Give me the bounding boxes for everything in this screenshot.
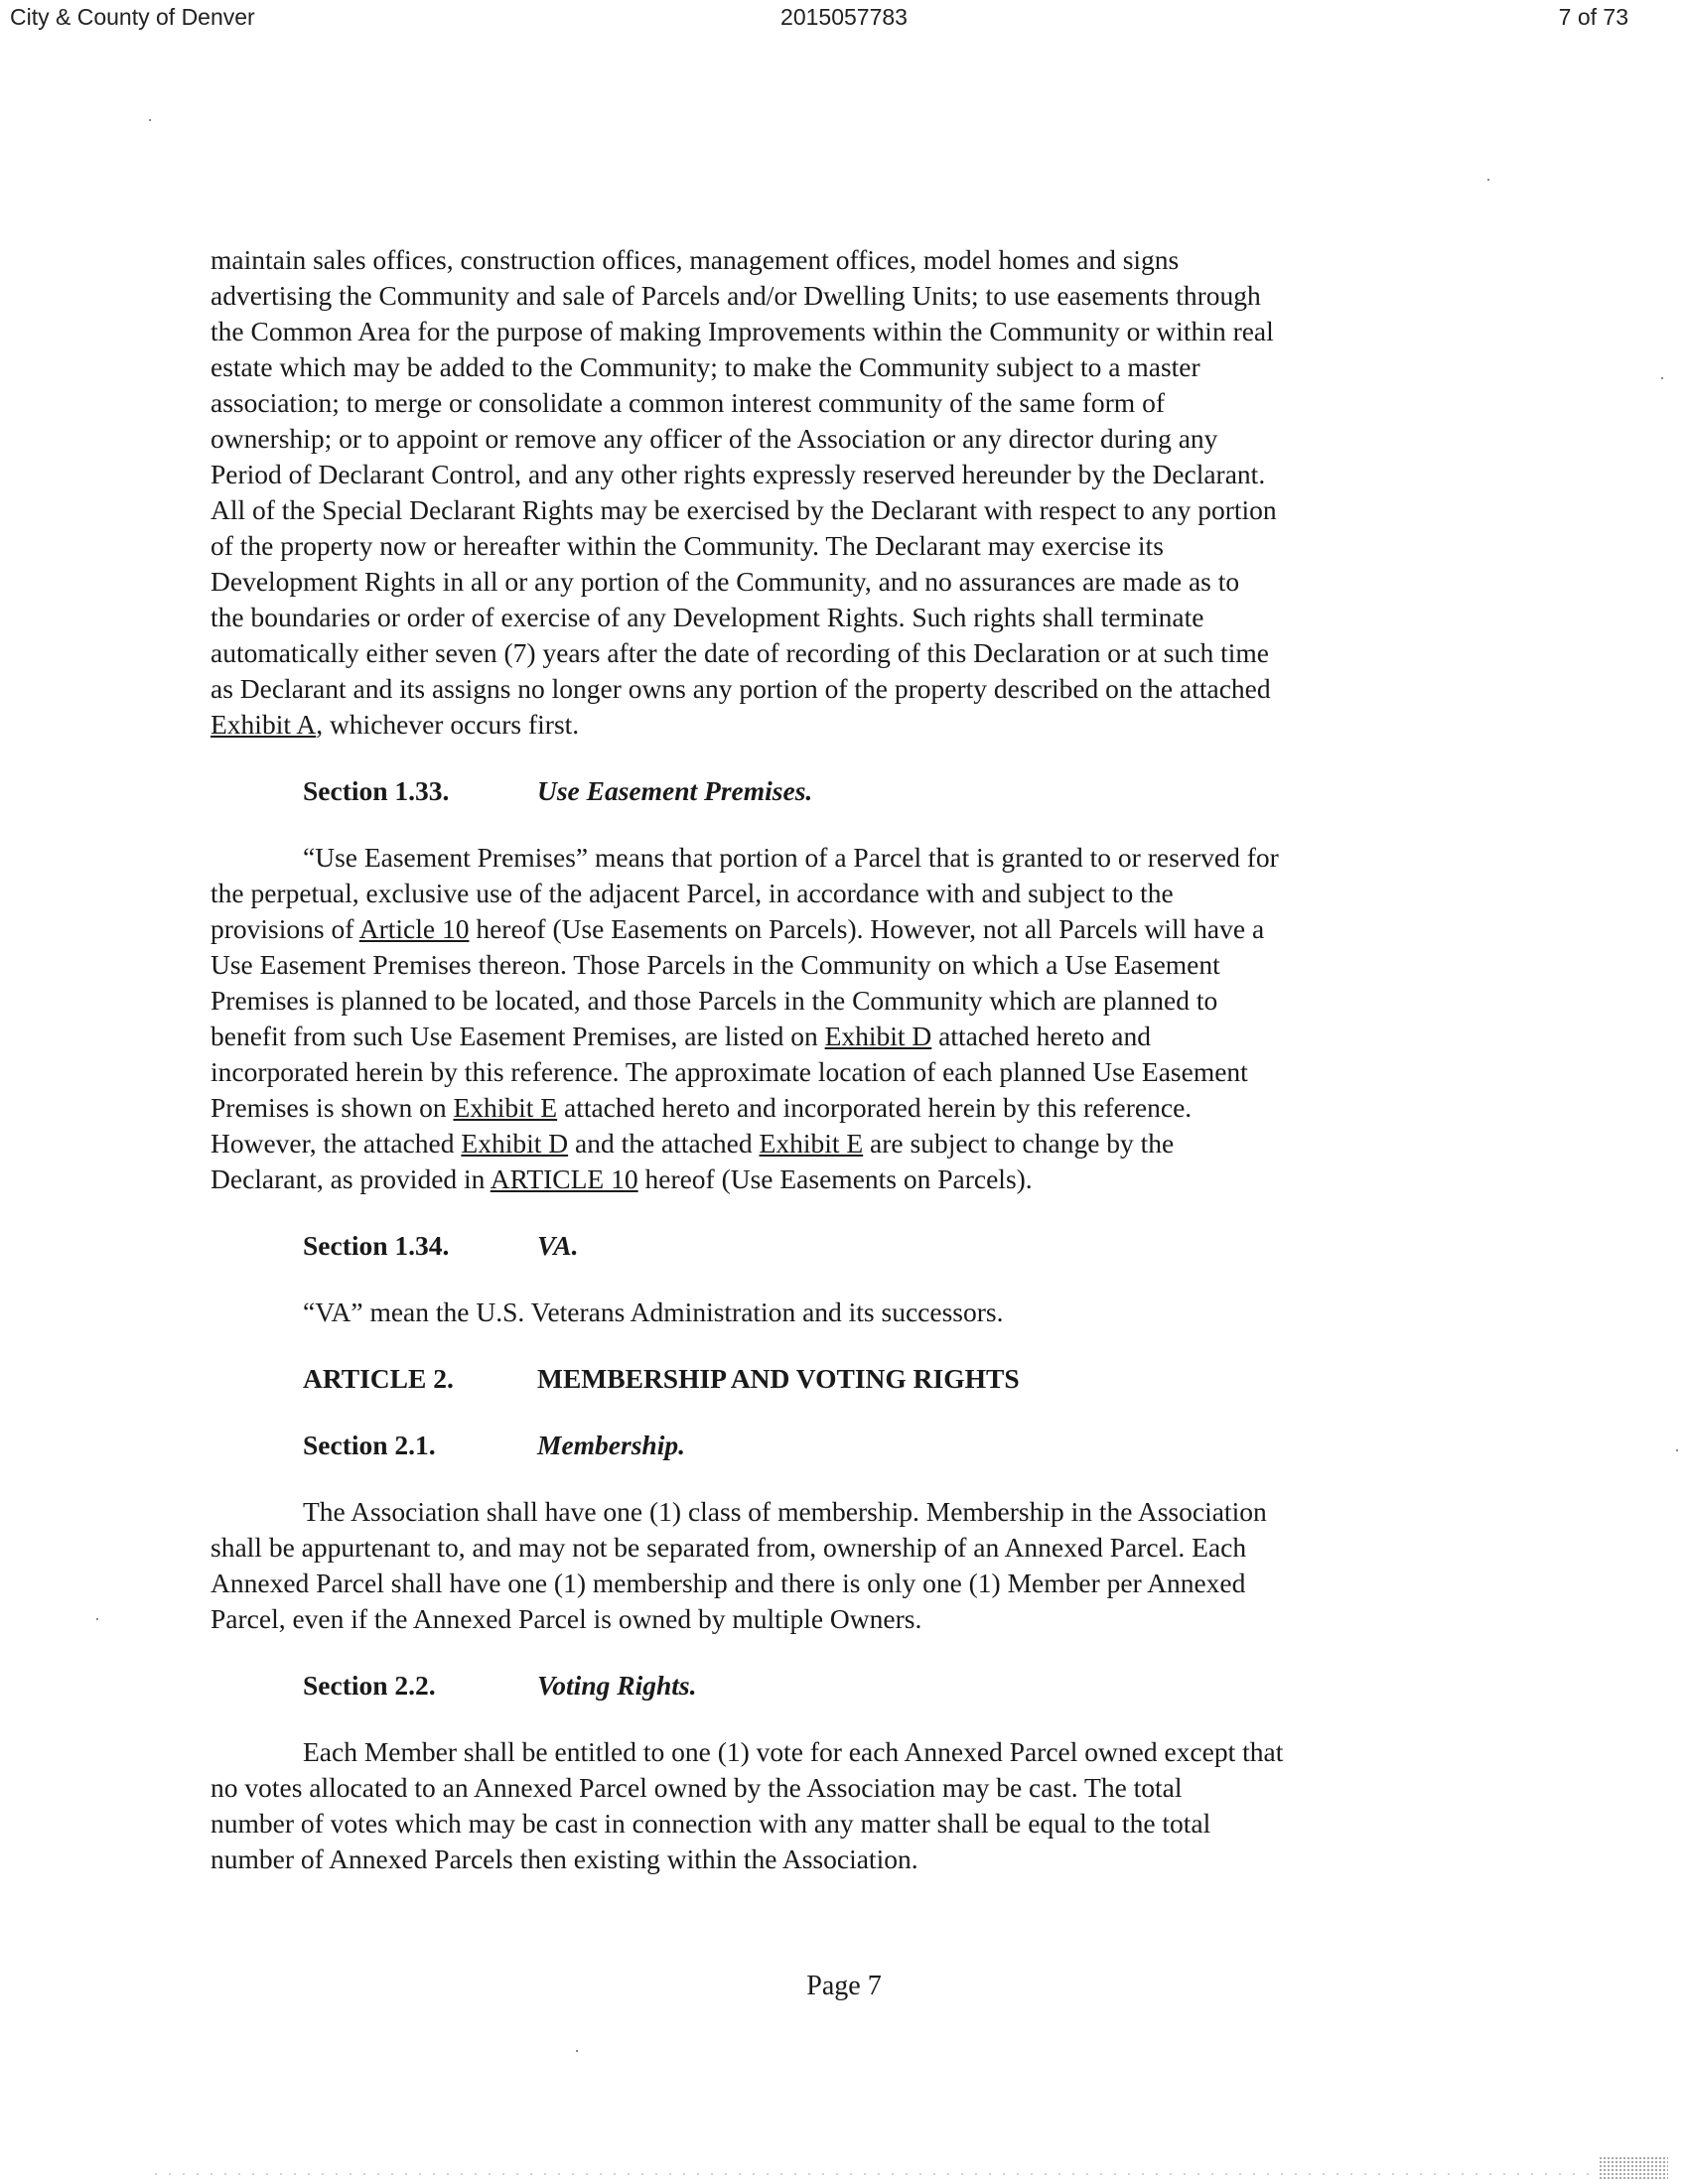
text-fragment: Declarant, as provided in — [211, 1163, 491, 1194]
section-number: Section 1.34. — [303, 1230, 450, 1261]
text-line: shall be appurtenant to, and may not be separated from, ownership of an Annexed Parcel. Each — [211, 1532, 1247, 1563]
exhibit-e-reference: Exhibit E — [453, 1092, 558, 1123]
text-line: The Association shall have one (1) class of membership. Membership in the Association — [303, 1496, 1267, 1527]
exhibit-d-reference: Exhibit D — [461, 1128, 569, 1159]
section-2-2-heading — [211, 1668, 1442, 1704]
exhibit-e-reference: Exhibit E — [759, 1128, 864, 1159]
text-line: automatically either seven (7) years after the date of recording of this Declaration or at such time — [211, 637, 1269, 668]
text-fragment: attached hereto and incorporated herein by this reference. — [557, 1092, 1193, 1123]
section-2-1-heading — [211, 1428, 1442, 1463]
article-title: MEMBERSHIP AND VOTING RIGHTS — [537, 1363, 1020, 1394]
header-recorder: City & County of Denver — [10, 4, 255, 30]
scan-speck — [576, 2050, 578, 2052]
text-line: Premises is planned to be located, and those Parcels in the Community which are planned to — [211, 985, 1218, 1016]
header-page-count: 7 of 73 — [1558, 4, 1628, 30]
scan-speck — [96, 1618, 98, 1620]
text-fragment: provisions of — [211, 913, 359, 944]
paragraph-special-declarant-rights — [211, 242, 1442, 743]
scan-speck — [149, 119, 151, 121]
section-title: Voting Rights. — [537, 1670, 697, 1701]
text-line: number of Annexed Parcels then existing within the Association. — [211, 1843, 918, 1874]
section-number: Section 2.1. — [303, 1430, 436, 1460]
section-title: Membership. — [537, 1430, 685, 1460]
text-line: advertising the Community and sale of Parcels and/or Dwelling Units; to use easements through — [211, 280, 1261, 311]
text-line: incorporated herein by this reference. The approximate location of each planned Use Easement — [211, 1056, 1248, 1087]
text-line: the boundaries or order of exercise of any Development Rights. Such rights shall terminate — [211, 602, 1204, 632]
article-10-reference: ARTICLE 10 — [490, 1163, 638, 1194]
article-2-heading — [211, 1361, 1442, 1397]
text-line: Use Easement Premises thereon. Those Parcels in the Community on which a Use Easement — [211, 949, 1220, 980]
section-1-33-heading — [211, 773, 1442, 809]
text-fragment: attached hereto and — [931, 1021, 1151, 1051]
text-line — [211, 911, 1442, 947]
header-reception-number: 2015057783 — [780, 4, 908, 30]
text-line: no votes allocated to an Annexed Parcel owned by the Association may be cast. The total — [211, 1772, 1183, 1803]
paragraph-membership — [211, 1494, 1442, 1637]
text-line: the perpetual, exclusive use of the adjacent Parcel, in accordance with and subject to the — [211, 878, 1174, 908]
text-line: number of votes which may be cast in connection with any matter shall be equal to the total — [211, 1808, 1211, 1839]
page-number: Page 7 — [806, 1971, 882, 2001]
text-fragment: hereof (Use Easements on Parcels). — [637, 1163, 1033, 1194]
text-line: of the property now or hereafter within the Community. The Declarant may exercise its — [211, 530, 1164, 561]
text-fragment: are subject to change by the — [863, 1128, 1175, 1159]
section-1-34-heading — [211, 1228, 1442, 1264]
section-number: Section 1.33. — [303, 775, 450, 806]
text-line: as Declarant and its assigns no longer owns any portion of the property described on the attached — [211, 673, 1271, 704]
article-number: ARTICLE 2. — [303, 1363, 454, 1394]
text-line: Development Rights in all or any portion of the Community, and no assurances are made as to — [211, 566, 1240, 597]
text-line: Parcel, even if the Annexed Parcel is owned by multiple Owners. — [211, 1603, 922, 1634]
text-line — [211, 1161, 1442, 1197]
text-line: Annexed Parcel shall have one (1) membership and there is only one (1) Member per Annexed — [211, 1568, 1246, 1598]
text-line: Each Member shall be entitled to one (1) vote for each Annexed Parcel owned except that — [303, 1736, 1284, 1767]
paragraph-va: “VA” mean the U.S. Veterans Administration and its successors. — [303, 1297, 1004, 1327]
text-line: maintain sales offices, construction offices, management offices, model homes and signs — [211, 244, 1180, 275]
text-fragment: Premises is shown on — [211, 1092, 454, 1123]
paragraph-use-easement-premises — [211, 840, 1442, 1197]
article-10-reference: Article 10 — [358, 913, 470, 944]
text-fragment: and the attached — [568, 1128, 760, 1159]
section-title: Use Easement Premises. — [537, 775, 813, 806]
text-line: Period of Declarant Control, and any other rights expressly reserved hereunder by the Declarant. — [211, 459, 1266, 489]
text-line: All of the Special Declarant Rights may be exercised by the Declarant with respect to any portion — [211, 494, 1277, 525]
text-line: ownership; or to appoint or remove any officer of the Association or any director during any — [211, 423, 1218, 454]
scan-noise-strip — [149, 2172, 1589, 2176]
text-line: the Common Area for the purpose of making Improvements within the Community or within real — [211, 316, 1274, 346]
text-line — [211, 1090, 1442, 1126]
text-fragment: However, the attached — [211, 1128, 462, 1159]
scan-corner-mark — [1599, 2156, 1668, 2180]
text-line — [211, 707, 1442, 743]
text-fragment: benefit from such Use Easement Premises, are listed on — [211, 1021, 825, 1051]
exhibit-d-reference: Exhibit D — [824, 1021, 932, 1051]
text-line: estate which may be added to the Community; to make the Community subject to a master — [211, 351, 1200, 382]
scan-speck — [1487, 179, 1489, 181]
text-fragment: , whichever occurs first. — [316, 709, 580, 740]
text-line — [211, 1019, 1442, 1054]
scan-speck — [1676, 1449, 1678, 1451]
scan-speck — [1661, 377, 1663, 379]
section-title: VA. — [537, 1230, 579, 1261]
document-body — [211, 242, 1442, 1877]
section-number: Section 2.2. — [303, 1670, 436, 1701]
text-line: association; to merge or consolidate a common interest community of the same form of — [211, 387, 1165, 418]
text-fragment: hereof (Use Easements on Parcels). However, not all Parcels will have a — [469, 913, 1265, 944]
text-line — [211, 1126, 1442, 1161]
paragraph-voting-rights — [211, 1734, 1442, 1877]
text-line: “Use Easement Premises” means that portion of a Parcel that is granted to or reserved for — [303, 842, 1279, 873]
exhibit-a-reference: Exhibit A — [211, 709, 317, 740]
